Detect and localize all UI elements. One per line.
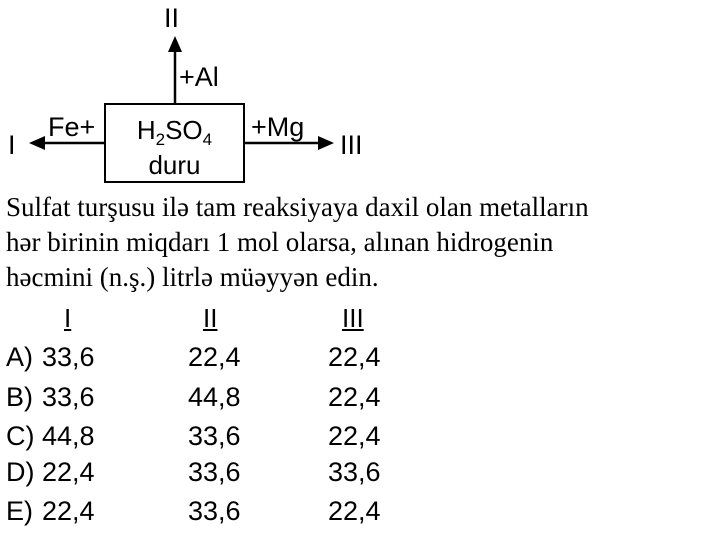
formula-h: H: [136, 115, 156, 145]
arrow-up-head: [168, 36, 182, 52]
option-letter: B): [6, 382, 33, 412]
question-line-1: Sulfat turşusu ilə tam reaksiyaya daxil olan metalların: [6, 192, 589, 222]
option-e[interactable]: [6, 494, 426, 528]
formula-o-subscript: 4: [202, 130, 213, 149]
option-value-i: 33,6: [42, 342, 95, 372]
question-text: [6, 190, 721, 295]
column-header-ii: II: [203, 303, 218, 333]
reaction-scheme: [0, 0, 420, 190]
formula-so: SO: [165, 115, 203, 145]
option-b[interactable]: [6, 380, 426, 414]
acid-formula: [106, 115, 243, 149]
option-value-i: 22,4: [42, 496, 95, 526]
arrow-left-head: [29, 136, 45, 150]
option-value-iii: 22,4: [328, 496, 381, 526]
option-value-ii: 33,6: [188, 421, 241, 451]
column-header-i: I: [64, 303, 72, 333]
option-letter: D): [6, 457, 35, 487]
option-value-i: 22,4: [42, 457, 95, 487]
option-value-iii: 22,4: [328, 342, 381, 372]
question-line-2: hər birinin miqdarı 1 mol olarsa, alınan hidrogenin: [6, 227, 554, 257]
top-reagent-label: +Al: [179, 62, 219, 92]
option-value-i: 44,8: [42, 421, 95, 451]
arrow-right-head: [318, 136, 334, 150]
option-letter: C): [6, 421, 35, 451]
option-c[interactable]: [6, 419, 426, 453]
option-letter: A): [6, 342, 33, 372]
acid-state-label: duru: [148, 150, 201, 180]
option-value-ii: 33,6: [188, 496, 241, 526]
right-product-label: III: [340, 130, 363, 160]
option-value-ii: 22,4: [188, 342, 241, 372]
option-a[interactable]: [6, 340, 426, 374]
question-line-3: həcmini (n.ş.) litrlə müəyyən edin.: [6, 262, 379, 292]
top-product-label: II: [164, 3, 180, 33]
option-value-i: 33,6: [42, 382, 95, 412]
left-product-label: I: [8, 130, 16, 160]
option-value-iii: 22,4: [328, 421, 381, 451]
column-header-iii: III: [342, 303, 364, 333]
option-d[interactable]: [6, 455, 426, 489]
left-reagent-label: Fe+: [48, 112, 96, 142]
option-letter: E): [6, 496, 33, 526]
acid-box: [104, 103, 245, 183]
formula-h-subscript: 2: [155, 130, 166, 149]
option-value-iii: 33,6: [328, 457, 381, 487]
option-value-ii: 33,6: [188, 457, 241, 487]
right-reagent-label: +Mg: [251, 112, 305, 142]
option-value-ii: 44,8: [188, 382, 241, 412]
option-value-iii: 22,4: [328, 382, 381, 412]
